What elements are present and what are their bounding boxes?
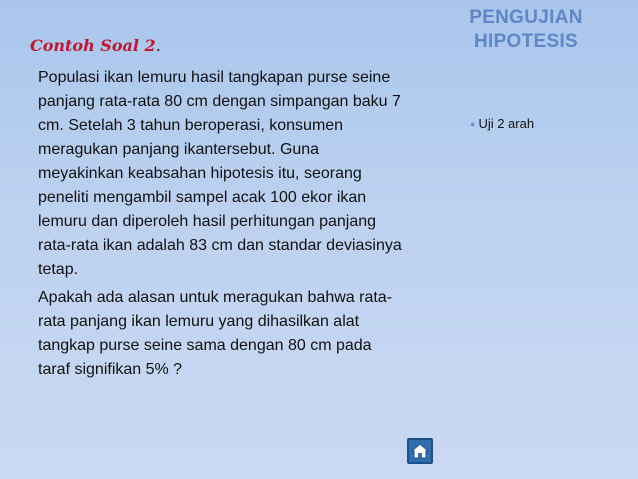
home-button[interactable]: [407, 438, 433, 464]
slide-title-line-2: HIPOTESIS: [473, 31, 579, 52]
side-bullet: [470, 116, 534, 131]
problem-paragraph-1: Populasi ikan lemuru hasil tangkapan purse seine panjang rata-rata 80 cm dengan simpangan baku 7 cm. Setelah 3 tahun beroperasi, konsumen meragukan panjang ikantersebut. Guna meyakinkan keabsahan hipotesis itu, seorang peneliti mengambil sampel acak 100 ekor ikan lemuru dan diperoleh hasil perhitungan panjang rata-rata ikan adalah 83 cm dan standar deviasinya tetap.: [38, 69, 402, 278]
bullet-icon: ●: [470, 118, 476, 129]
home-icon: [411, 443, 429, 459]
slide-title: [446, 6, 606, 54]
example-heading: [30, 36, 161, 55]
example-heading-text: Contoh Soal 2: [30, 36, 156, 55]
slide-title-line-1: PENGUJIAN: [469, 7, 583, 28]
problem-paragraph-2: Apakah ada alasan untuk meragukan bahwa rata- rata panjang ikan lemuru yang dihasilkan alat tangkap purse seine sama dengan 80 cm pada taraf signifikan 5% ?: [38, 289, 393, 378]
problem-text: [38, 66, 458, 386]
side-bullet-text: Uji 2 arah: [478, 116, 535, 131]
example-heading-period: .: [155, 36, 161, 55]
